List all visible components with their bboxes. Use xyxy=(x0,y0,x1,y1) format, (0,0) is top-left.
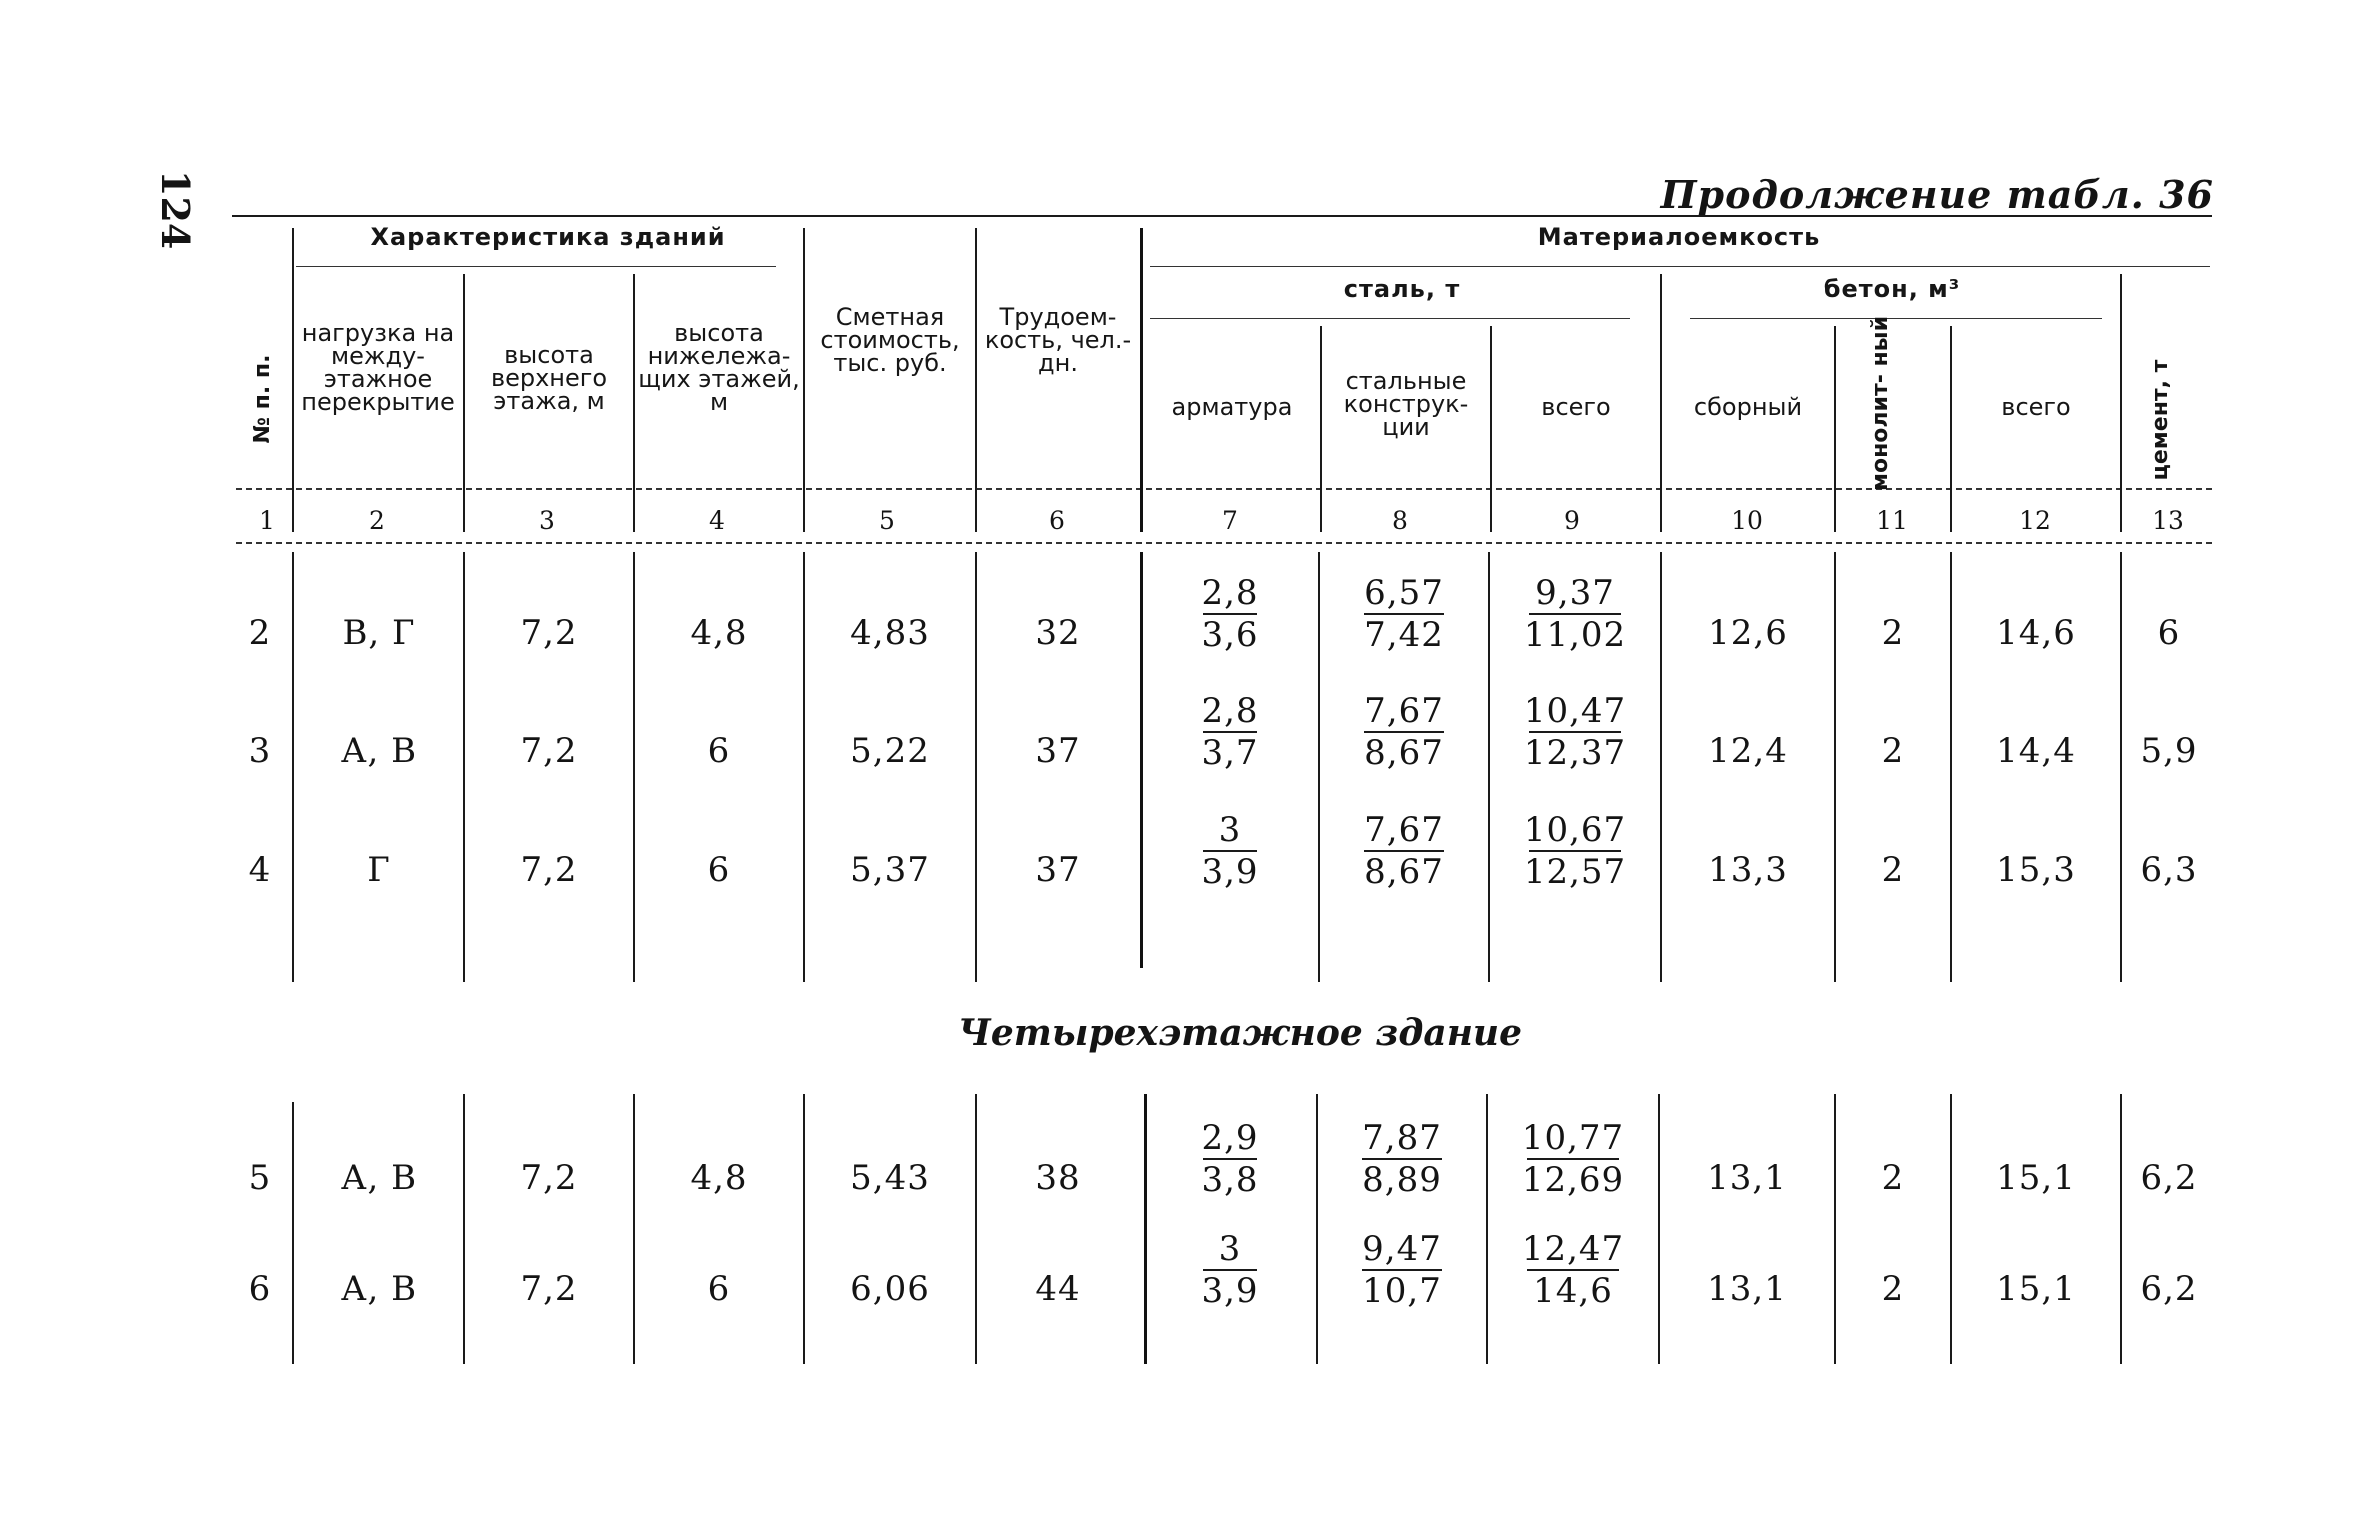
vline-10 xyxy=(1834,326,1836,532)
steel-structures-fraction: 7,67 8,67 xyxy=(1364,810,1444,892)
body-vline xyxy=(1316,1094,1318,1364)
page-number: 124 xyxy=(153,170,198,250)
top-floor-height-cell: 7,2 xyxy=(520,1158,578,1198)
cost-cell: 4,83 xyxy=(850,613,930,653)
concrete-total-cell: 15,3 xyxy=(1996,850,2076,890)
cost-cell: 5,43 xyxy=(850,1158,930,1198)
precast-cell: 13,3 xyxy=(1708,850,1788,890)
steel-structures-fraction: 9,47 10,7 xyxy=(1362,1229,1442,1311)
precast-cell: 12,6 xyxy=(1708,613,1788,653)
body-vline xyxy=(463,552,465,982)
column-number: 10 xyxy=(1731,506,1763,535)
load-cell: Г xyxy=(367,850,391,890)
header-steel: сталь, т xyxy=(1343,275,1461,303)
vline-8 xyxy=(1490,326,1492,532)
body-vline xyxy=(2120,552,2122,982)
header-cost: Сметная стоимость, тыс. руб. xyxy=(820,303,960,377)
body-vline xyxy=(975,552,977,982)
column-number: 13 xyxy=(2152,506,2184,535)
body-vline xyxy=(633,552,635,982)
header-precast: сборный xyxy=(1693,393,1803,421)
labor-cell: 44 xyxy=(1035,1269,1081,1309)
column-number: 12 xyxy=(2019,506,2051,535)
column-number: 1 xyxy=(259,506,275,535)
steel-structures-fraction: 7,67 8,67 xyxy=(1364,691,1444,773)
header-concrete-total: всего xyxy=(2001,393,2071,421)
column-number: 4 xyxy=(709,506,725,535)
load-cell: А, В xyxy=(340,731,418,771)
labor-cell: 37 xyxy=(1035,850,1081,890)
load-cell: А, В xyxy=(340,1269,418,1309)
vline-7 xyxy=(1320,326,1322,532)
rebar-fraction: 3 3,9 xyxy=(1201,810,1259,892)
header-top-floor-height: высота верхнего этажа, м xyxy=(490,341,608,415)
vline-4 xyxy=(803,228,805,532)
body-vline xyxy=(1834,1094,1836,1364)
body-vline xyxy=(1140,552,1143,968)
vline-3 xyxy=(633,274,635,532)
monolithic-cell: 2 xyxy=(1881,613,1905,653)
header-monolithic: монолит- ный xyxy=(1868,316,1893,491)
row-number: 4 xyxy=(248,850,272,890)
steel-structures-fraction: 6,57 7,42 xyxy=(1364,573,1444,655)
body-vline xyxy=(2120,1094,2122,1364)
header-cement: цемент, т xyxy=(2148,359,2173,481)
top-floor-height-cell: 7,2 xyxy=(520,731,578,771)
load-cell: А, В xyxy=(340,1158,418,1198)
body-vline xyxy=(803,1094,805,1364)
steel-total-fraction: 10,67 12,57 xyxy=(1523,810,1627,892)
column-number: 5 xyxy=(879,506,895,535)
labor-cell: 32 xyxy=(1035,613,1081,653)
cost-cell: 5,22 xyxy=(850,731,930,771)
lower-floors-height-cell: 4,8 xyxy=(690,613,748,653)
row-number: 3 xyxy=(248,731,272,771)
header-lower-floors-height: высота нижележа- щих этажей, м xyxy=(638,319,800,416)
body-vline xyxy=(1318,552,1320,982)
body-vline xyxy=(1486,1094,1488,1364)
lower-floors-height-cell: 6 xyxy=(707,850,731,890)
rebar-fraction: 3 3,9 xyxy=(1201,1229,1259,1311)
steel-total-fraction: 12,47 14,6 xyxy=(1521,1229,1625,1311)
precast-cell: 13,1 xyxy=(1707,1269,1787,1309)
vline-6 xyxy=(1140,228,1143,532)
precast-cell: 12,4 xyxy=(1708,731,1788,771)
header-characteristics: Характеристика зданий xyxy=(370,223,726,251)
header-row-number: № п. п. xyxy=(250,354,275,444)
row-number: 5 xyxy=(248,1158,272,1198)
vline-5 xyxy=(975,228,977,532)
body-vline xyxy=(1950,552,1952,982)
steel-total-fraction: 10,47 12,37 xyxy=(1523,691,1627,773)
table-continuation-title: Продолжение табл. 36 xyxy=(1660,172,2214,217)
header-steel-structures: стальные конструк- ции xyxy=(1343,367,1469,441)
lower-floors-height-cell: 4,8 xyxy=(690,1158,748,1198)
header-rule-material xyxy=(1150,266,2210,267)
column-number: 11 xyxy=(1876,506,1908,535)
top-floor-height-cell: 7,2 xyxy=(520,850,578,890)
top-floor-height-cell: 7,2 xyxy=(520,1269,578,1309)
body-vline xyxy=(1658,1094,1660,1364)
body-vline xyxy=(1834,552,1836,982)
concrete-total-cell: 15,1 xyxy=(1996,1269,2076,1309)
lower-floors-height-cell: 6 xyxy=(707,731,731,771)
body-vline xyxy=(975,1094,977,1364)
body-vline xyxy=(1660,552,1662,982)
precast-cell: 13,1 xyxy=(1707,1158,1787,1198)
header-bottom-rule xyxy=(236,488,2212,490)
header-steel-total: всего xyxy=(1541,393,1611,421)
cement-cell: 6 xyxy=(2157,613,2181,653)
top-floor-height-cell: 7,2 xyxy=(520,613,578,653)
cement-cell: 6,2 xyxy=(2140,1158,2198,1198)
monolithic-cell: 2 xyxy=(1881,1158,1905,1198)
vline-2 xyxy=(463,274,465,532)
row-number: 6 xyxy=(248,1269,272,1309)
header-rule-characteristics xyxy=(296,266,776,267)
header-labor: Трудоем- кость, чел.-дн. xyxy=(984,303,1132,377)
body-vline xyxy=(292,1102,294,1364)
header-rebar: арматура xyxy=(1171,393,1293,421)
load-cell: В, Г xyxy=(342,613,416,653)
monolithic-cell: 2 xyxy=(1881,1269,1905,1309)
column-number: 3 xyxy=(539,506,555,535)
vline-12 xyxy=(2120,274,2122,532)
rebar-fraction: 2,8 3,6 xyxy=(1201,573,1259,655)
header-material: Материалоемкость xyxy=(1537,223,1821,251)
body-vline xyxy=(292,552,294,982)
steel-structures-fraction: 7,87 8,89 xyxy=(1362,1118,1442,1200)
header-rule-steel xyxy=(1150,318,1630,319)
column-number-rule xyxy=(236,542,2212,544)
concrete-total-cell: 14,4 xyxy=(1996,731,2076,771)
cost-cell: 5,37 xyxy=(850,850,930,890)
body-vline xyxy=(633,1094,635,1364)
labor-cell: 38 xyxy=(1035,1158,1081,1198)
monolithic-cell: 2 xyxy=(1881,850,1905,890)
body-vline xyxy=(803,552,805,982)
steel-total-fraction: 10,77 12,69 xyxy=(1521,1118,1625,1200)
column-number: 7 xyxy=(1222,506,1238,535)
header-rule-concrete xyxy=(1690,318,2102,319)
column-number: 9 xyxy=(1564,506,1580,535)
body-vline xyxy=(1950,1094,1952,1364)
column-number: 8 xyxy=(1392,506,1408,535)
row-number: 2 xyxy=(248,613,272,653)
rebar-fraction: 2,8 3,7 xyxy=(1201,691,1259,773)
header-load: нагрузка на между- этажное перекрытие xyxy=(301,319,455,416)
column-number: 6 xyxy=(1049,506,1065,535)
vline-9 xyxy=(1660,274,1662,532)
section-title: Четырехэтажное здание xyxy=(957,1012,1523,1054)
table-top-rule xyxy=(232,215,2212,217)
vline-11 xyxy=(1950,326,1952,532)
body-vline xyxy=(1488,552,1490,982)
concrete-total-cell: 15,1 xyxy=(1996,1158,2076,1198)
header-concrete: бетон, м³ xyxy=(1823,275,1961,303)
cement-cell: 5,9 xyxy=(2140,731,2198,771)
body-vline xyxy=(463,1094,465,1364)
labor-cell: 37 xyxy=(1035,731,1081,771)
concrete-total-cell: 14,6 xyxy=(1996,613,2076,653)
lower-floors-height-cell: 6 xyxy=(707,1269,731,1309)
steel-total-fraction: 9,37 11,02 xyxy=(1523,573,1627,655)
cost-cell: 6,06 xyxy=(850,1269,930,1309)
rebar-fraction: 2,9 3,8 xyxy=(1201,1118,1259,1200)
cement-cell: 6,2 xyxy=(2140,1269,2198,1309)
cement-cell: 6,3 xyxy=(2140,850,2198,890)
column-number: 2 xyxy=(369,506,385,535)
monolithic-cell: 2 xyxy=(1881,731,1905,771)
